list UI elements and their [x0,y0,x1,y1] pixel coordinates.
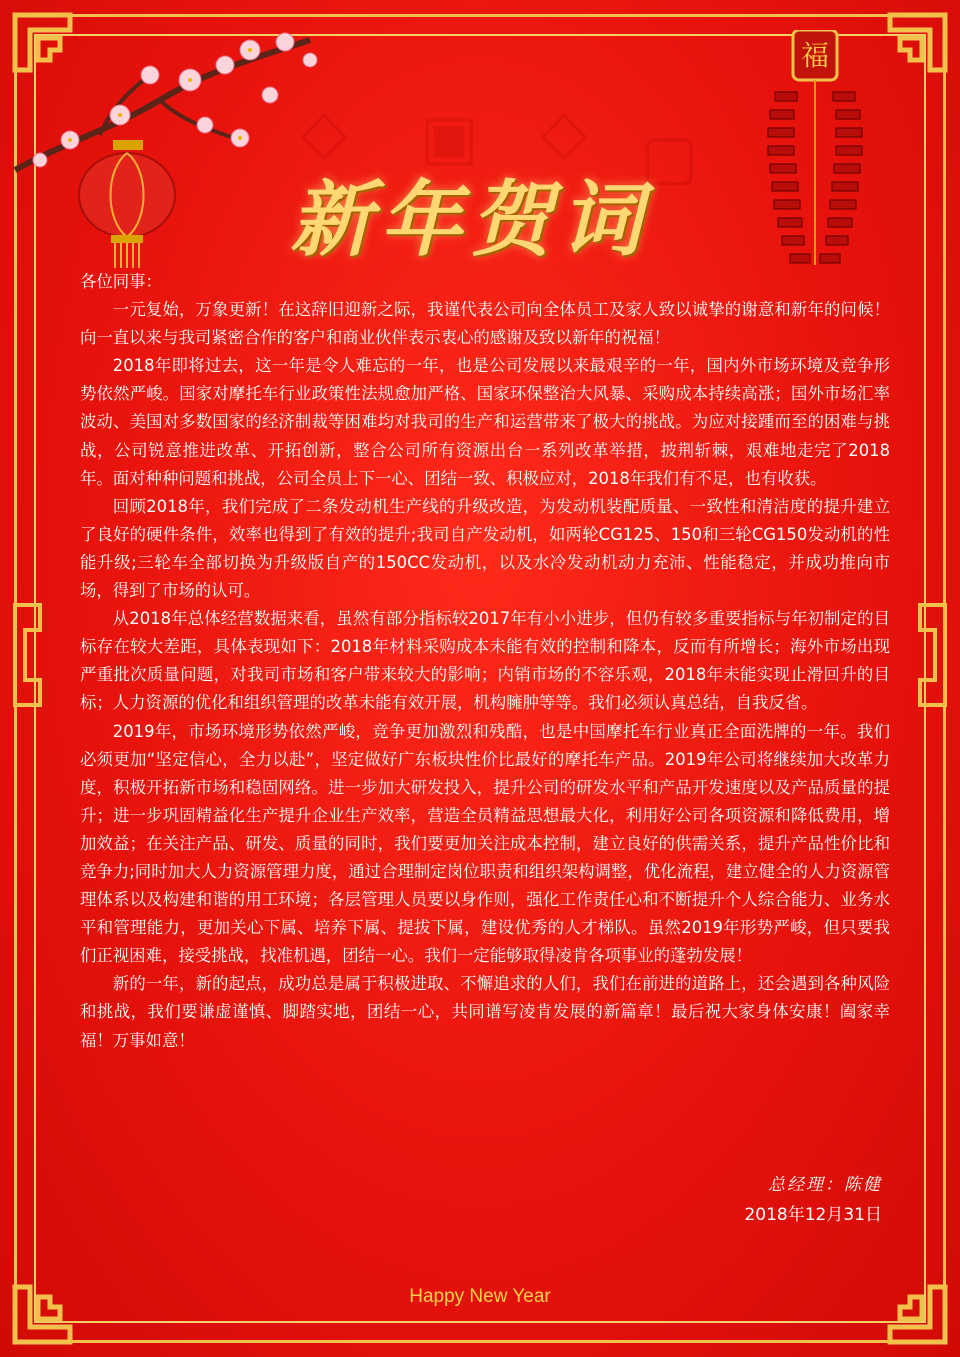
letter-paragraph: 新的一年，新的起点，成功总是属于积极进取、不懈追求的人们，我们在前进的道路上，还会遇到各种风险和挑战，我们要谦虚谨慎、脚踏实地，团结一心，共同谱写凌肯发展的新篇章！最后祝大家身体安康！阖家幸福！万事如意！ [80,974,890,1050]
side-ornament-icon [900,600,950,710]
letter-paragraph: 回顾2018年，我们完成了二条发动机生产线的升级改造，为发动机装配质量、一致性和清洁度的提升建立了良好的硬件条件，效率也得到了有效的提升;我司自产发动机，如两轮CG125、150和三轮CG150发动机的性能升级;三轮车全部切换为升级版自产的150CC发动机，以及水冷发动机动力充沛、性能稳定，并成功推向市场，得到了市场的认可。 [80,496,890,601]
firecracker-string-icon [760,30,870,270]
background-pattern-icon: ◇ [540,95,588,168]
letter-paragraph: 2019年，市场环境形势依然严峻，竞争更加激烈和残酷，也是中国摩托车行业真正全面洗牌的一年。我们必须更加“坚定信心，全力以赴”，坚定做好广东板块性价比最好的摩托车产品。2019年公司将继续加大改革力度，积极开拓新市场和稳固网络。进一步加大研发投入，提升公司的研发水平和产品开发速度以及产品质量的提升；进一步巩固精益化生产提升企业生产效率，营造全员精益思想最大化，利用好公司各项资源和降低费用，增加效益；在关注产品、研发、质量的同时，我们要更加关注成本控制，建立良好的供需关系，提升产品性价比和竞争力;同时加大人力资源管理力度，通过合理制定岗位职责和组织架构调整，优化流程，建立健全的人力资源管理体系以及构建和谐的用工环境；各层管理人员要以身作则，强化工作责任心和不断提升个人综合能力、业务水平和管理能力，更加关心下属、培养下属、提拔下属，建设优秀的人才梯队。虽然2019年形势严峻，但只要我们正视困难，接受挑战，找准机遇，团结一心。我们一定能够取得凌肯各项事业的蓬勃发展！ [80,721,890,966]
letter-paragraph: 从2018年总体经营数据来看，虽然有部分指标较2017年有小小进步，但仍有较多重要指标与年初制定的目标存在较大差距，具体表现如下：2018年材料采购成本未能有效的控制和降本，反而有所增长；海外市场出现严重批次质量问题，对我司市场和客户带来较大的影响；内销市场的不容乐观，2018年未能实现止滑回升的目标；人力资源的优化和组织管理的改革未能有效开展，机构臃肿等等。我们必须认真总结，自我反省。 [80,609,890,713]
footer-greeting: Happy New Year [409,1286,551,1307]
signature-block [744,1170,882,1230]
letter-body [80,268,890,1055]
fu-character-tag: 福 [800,39,829,72]
red-lantern-icon [75,140,180,270]
side-ornament-icon [10,600,60,710]
letter-paragraph: 一元复始，万象更新！在这辞旧迎新之际，我谨代表公司向全体员工及家人致以诚挚的谢意和新年的问候！向一直以来与我司紧密合作的客户和商业伙伴表示衷心的感谢及致以新年的祝福！ [80,300,890,348]
signature-name: 总经理：陈健 [768,1175,882,1195]
background-pattern-icon: ▣ [420,100,479,173]
letter-paragraph: 2018年即将过去，这一年是令人难忘的一年，也是公司发展以来最艰辛的一年，国内外市场环境及竞争形势依然严峻。国家对摩托车行业政策性法规愈加严格、国家环保整治大风暴、采购成本持续高涨；国外市场汇率波动、美国对多数国家的经济制裁等困难均对我司的生产和运营带来了极大的挑战。为应对接踵而至的困难与挑战，公司锐意推进改革、开拓创新，整合公司所有资源出台一系列改革举措，披荆斩棘，艰难地走完了2018年。面对种种问题和挑战，公司全员上下一心、团结一致、积极应对，2018年我们有不足，也有收获。 [80,356,890,488]
background-pattern-icon: ◇ [300,95,348,168]
background-pattern-icon: ▢ [640,120,699,193]
page-title: 新年贺词 [290,172,650,268]
signature-date: 2018年12月31日 [744,1205,882,1225]
letter-greeting: 各位同事： [80,272,162,291]
